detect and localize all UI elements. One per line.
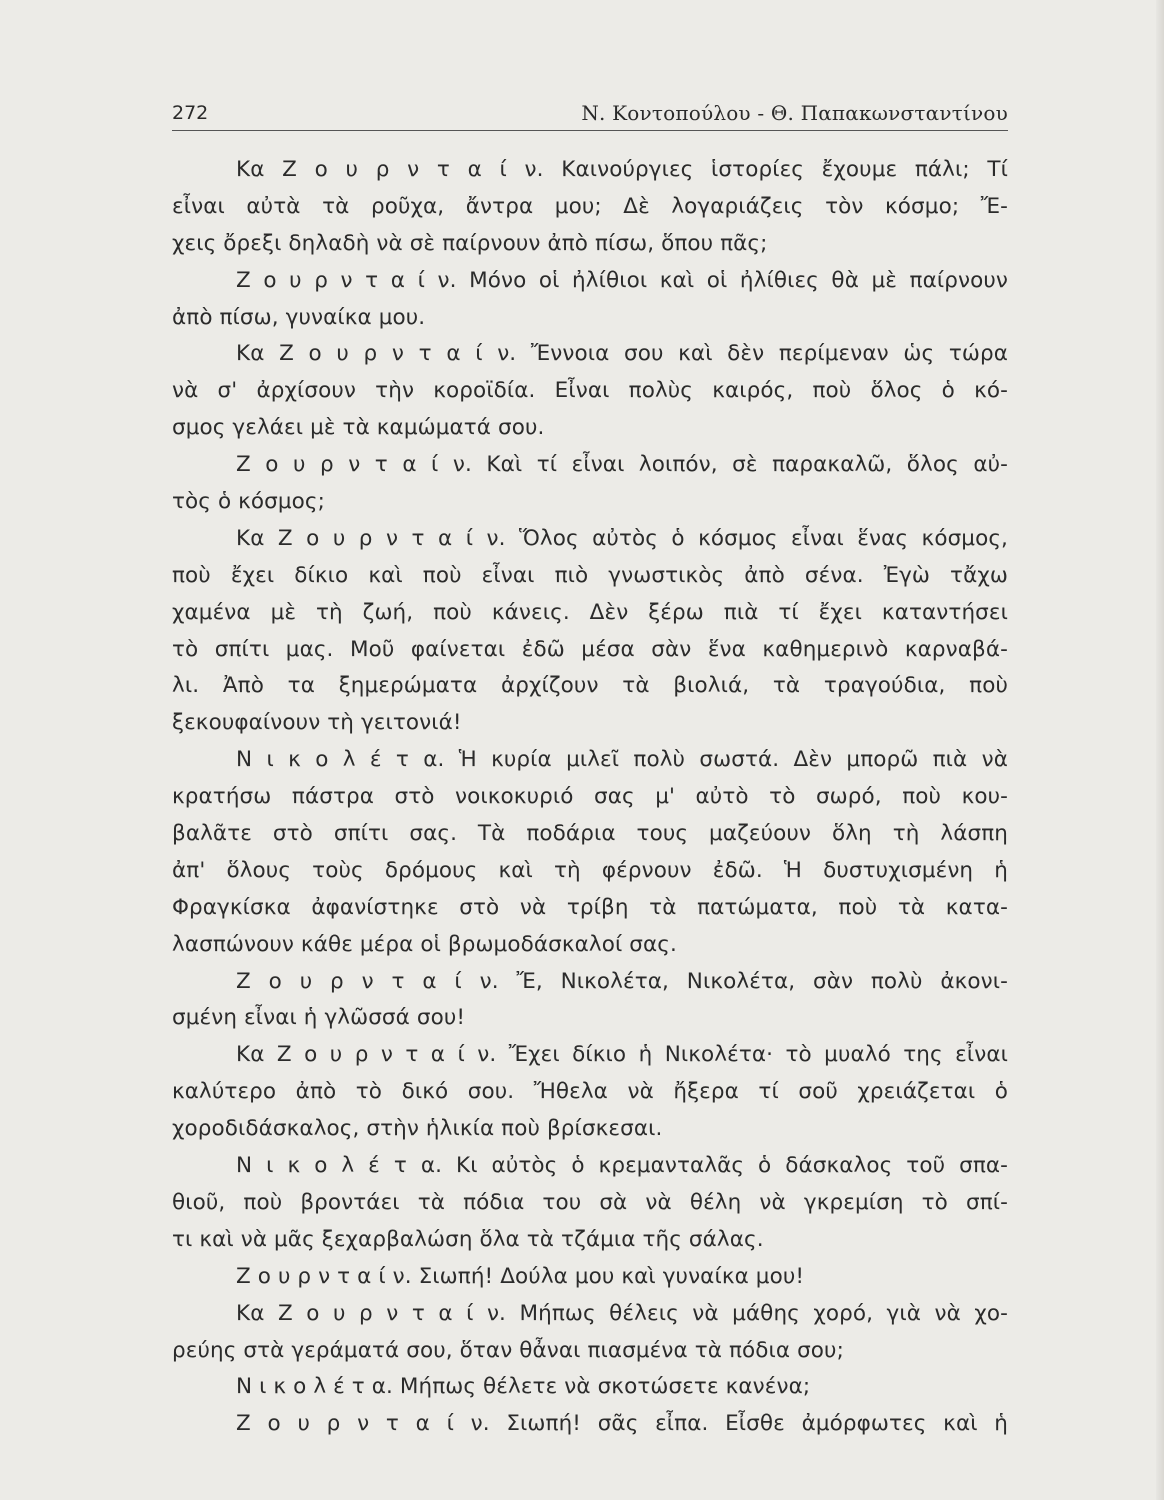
text-line: Κα Ζ ο υ ρ ν τ α ί ν. Ἔχει δίκιο ἡ Νικολέτα· τὸ μυαλό της εἶναι	[236, 1042, 1008, 1068]
text-line: ἀπ' ὅλους τοὺς δρόμους καὶ τὴ φέρνουν ἐδῶ. Ἡ δυστυχισμένη ἡ	[172, 857, 1008, 883]
text-line: Ν ι κ ο λ έ τ α. Κι αὐτὸς ὁ κρεμανταλᾶς ὁ δάσκαλος τοῦ σπα-	[236, 1153, 1008, 1179]
text-line: θιοῦ, ποὺ βροντάει τὰ πόδια του σὰ νὰ θέλη νὰ γκρεμίση τὸ σπί-	[172, 1189, 1008, 1215]
text-line: χοροδιδάσκαλος, στὴν ἡλικία ποὺ βρίσκεσαι.	[172, 1116, 663, 1142]
text-line: νὰ σ' ἀρχίσουν τὴν κοροϊδία. Εἶναι πολὺς καιρός, ποὺ ὅλος ὁ κό-	[172, 378, 1008, 404]
text-line: Κα Ζ ο υ ρ ν τ α ί ν. Ἔννοια σου καὶ δὲν περίμεναν ὡς τώρα	[236, 341, 1008, 367]
text-line: σμένη εἶναι ἡ γλῶσσά σου!	[172, 1005, 466, 1031]
text-line: χεις ὄρεξι δηλαδὴ νὰ σὲ παίρνουν ἀπὸ πίσω, ὅπου πᾶς;	[172, 230, 768, 256]
text-line: Ζ ο υ ρ ν τ α ί ν. Μόνο οἱ ἠλίθιοι καὶ οἱ ἠλίθιες θὰ μὲ παίρνουν	[236, 267, 1008, 293]
text-line: Ζ ο υ ρ ν τ α ί ν. Σιωπή! σᾶς εἶπα. Εἶσθε ἀμόρφωτες καὶ ἡ	[236, 1411, 1008, 1437]
page-number: 272	[172, 102, 209, 124]
text-line: σμος γελάει μὲ τὰ καμώματά σου.	[172, 415, 545, 441]
text-line: λι. Ἀπὸ τα ξημερώματα ἀρχίζουν τὰ βιολιά, τὰ τραγούδια, ποὺ	[172, 673, 1008, 699]
text-line: ἀπὸ πίσω, γυναίκα μου.	[172, 304, 426, 330]
text-line: Φραγκίσκα ἀφανίστηκε στὸ νὰ τρίβη τὰ πατώματα, ποὺ τὰ κατα-	[172, 894, 1008, 920]
text-line: τι καὶ νὰ μᾶς ξεχαρβαλώση ὅλα τὰ τζάμια τῆς σάλας.	[172, 1226, 764, 1252]
text-line: ξεκουφαίνουν τὴ γειτονιά!	[172, 710, 462, 736]
text-line: ρεύης στὰ γεράματά σου, ὅταν θἆναι πιασμένα τὰ πόδια σου;	[172, 1337, 844, 1363]
text-line: Κα Ζ ο υ ρ ν τ α ί ν. Ὅλος αὐτὸς ὁ κόσμος εἶναι ἕνας κόσμος,	[236, 525, 1008, 551]
page-header	[172, 100, 1008, 131]
text-line: Ζ ο υ ρ ν τ α ί ν. Καὶ τί εἶναι λοιπόν, σὲ παρακαλῶ, ὅλος αὐ-	[236, 452, 1008, 478]
text-line: τὸς ὁ κόσμος;	[172, 489, 325, 515]
running-head: Ν. Κοντοπούλου - Θ. Παπακωνσταντίνου	[581, 101, 1008, 125]
text-line: Ζ ο υ ρ ν τ α ί ν. Σιωπή! Δούλα μου καὶ γυναίκα μου!	[236, 1263, 805, 1289]
text-line: Ν ι κ ο λ έ τ α. Ἡ κυρία μιλεῖ πολὺ σωστά. Δὲν μπορῶ πιὰ νὰ	[236, 747, 1008, 773]
text-line: τὸ σπίτι μας. Μοῦ φαίνεται ἐδῶ μέσα σὰν ἕνα καθημερινὸ καρναβά-	[172, 636, 1008, 662]
text-line: ποὺ ἔχει δίκιο καὶ ποὺ εἶναι πιὸ γνωστικὸς ἀπὸ σένα. Ἐγὼ τἄχω	[172, 562, 1008, 588]
text-line: λασπώνουν κάθε μέρα οἱ βρωμοδάσκαλοί σας.	[172, 931, 677, 957]
body-text	[172, 152, 1008, 1443]
text-line: Κα Ζ ο υ ρ ν τ α ί ν. Μήπως θέλεις νὰ μάθης χορό, γιὰ νὰ χο-	[236, 1300, 1008, 1326]
text-line: βαλᾶτε στὸ σπίτι σας. Τὰ ποδάρια τους μαζεύουν ὅλη τὴ λάσπη	[172, 821, 1008, 847]
text-line: Κα Ζ ο υ ρ ν τ α ί ν. Καινούργιες ἱστορίες ἔχουμε πάλι; Τί	[236, 157, 1008, 182]
text-line: Ν ι κ ο λ έ τ α. Μήπως θέλετε νὰ σκοτώσετε κανένα;	[236, 1374, 811, 1400]
text-line: Ζ ο υ ρ ν τ α ί ν. Ἔ, Νικολέτα, Νικολέτα, σὰν πολὺ ἀκονι-	[236, 968, 1008, 994]
text-line: καλύτερο ἀπὸ τὸ δικό σου. Ἤθελα νὰ ἤξερα τί σοῦ χρειάζεται ὁ	[172, 1079, 1008, 1105]
text-line: εἶναι αὐτὰ τὰ ροῦχα, ἄντρα μου; Δὲ λογαριάζεις τὸν κόσμο; Ἔ-	[172, 193, 1008, 219]
text-line: κρατήσω πάστρα στὸ νοικοκυριό σας μ' αὐτὸ τὸ σωρό, ποὺ κου-	[172, 784, 1008, 810]
text-line: χαμένα μὲ τὴ ζωή, ποὺ κάνεις. Δὲν ξέρω πιὰ τί ἔχει καταντήσει	[172, 599, 1008, 625]
